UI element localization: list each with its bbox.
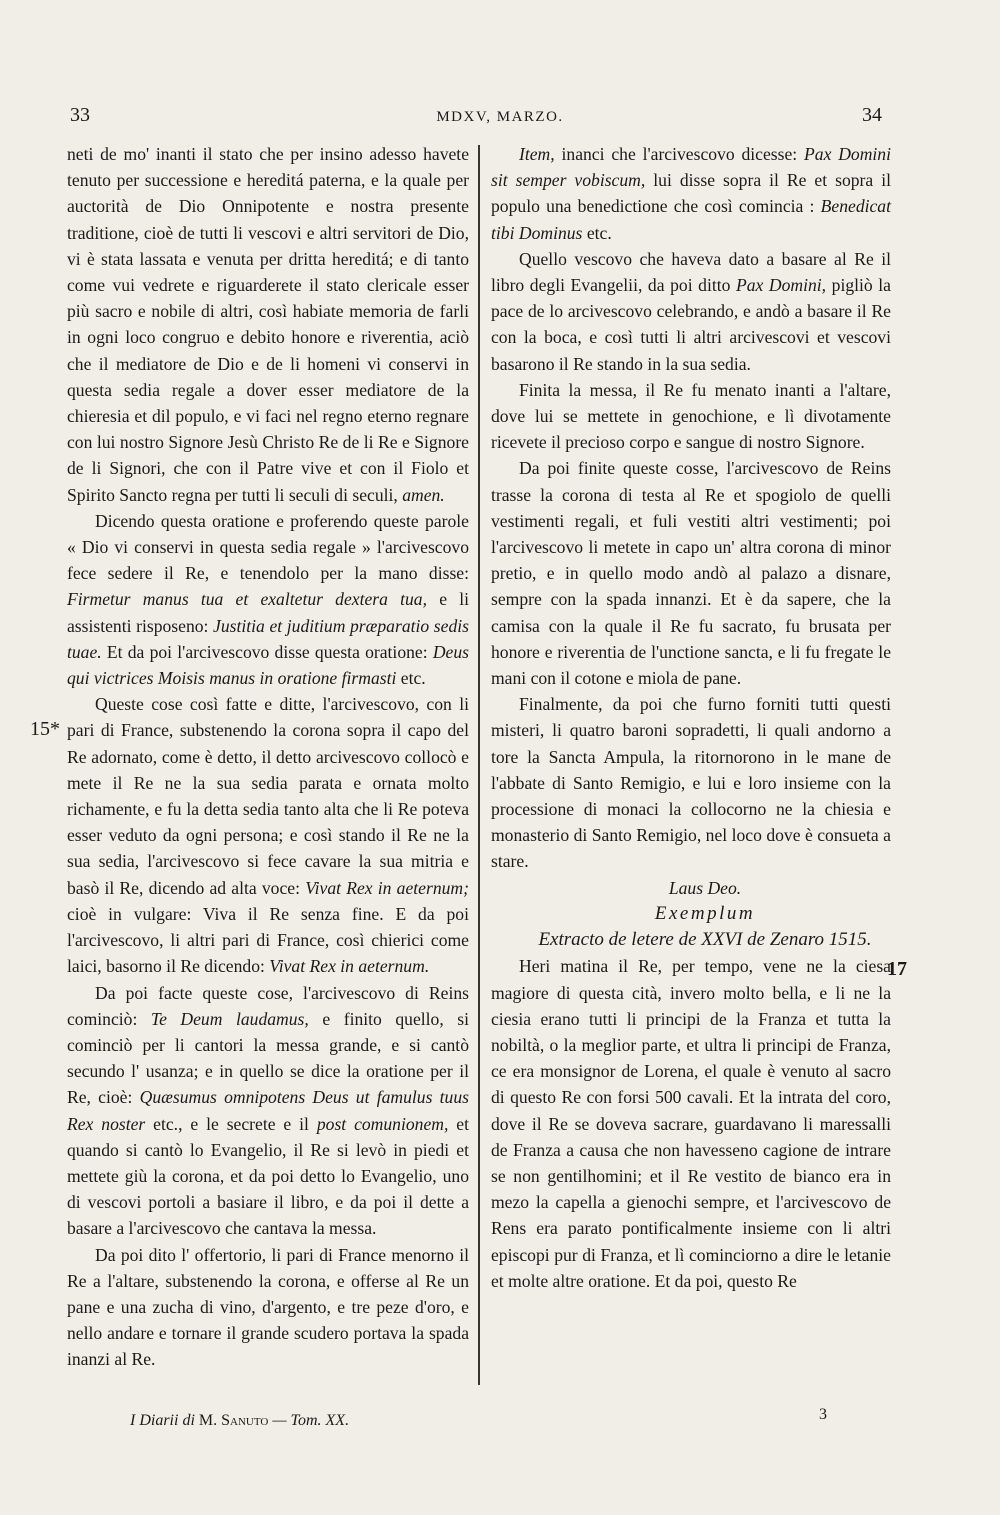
left-column: [67, 141, 469, 1373]
margin-number-right: 17: [887, 958, 907, 980]
page-number-left: 33: [70, 104, 90, 126]
paragraph: Da poi facte queste cose, l'arcivescovo di Reins cominciò: Te Deum laudamus, e finito quello, si cominciò per li cantori la messa grande, e si cantò secundo l' usanza; e in quello se dice la oratione per il Re, cioè: Quæsumus omnipotens Deus ut famulus tuus Rex noster etc., e le secrete e il post comunionem, et quando si cantò lo Evangelio, il Re si levò in piedi et mettete giù la corona, et da poi detto lo Evangelio, uno di vescovi portoli a basiare il libro, e da poi il dette a basare a l'arcivescovo che cantava la messa.: [67, 982, 470, 1239]
paragraph: Queste cose così fatte e ditte, l'arcivescovo, con li pari di France, substenendo la corona sopra il capo del Re adornato, come è detto, il detto arcivescovo collocò e mete il Re ne la sua sedia parata e ornata molto richamente, e fu la detta sedia tanto alta che li Re poteva esser veduto da ogni persona; e così stando il Re ne la sua sedia, l'arcivescovo si fece cavare la sua mitria e basò il Re, dicendo ad alta voce: Vivat Rex in aeternum; cioè in vulgare: Viva il Re senza fine. E da poi l'arcivescovo, li altri pari di France, così chierici come laici, basorno il Re dicendo: Vivat Rex in aeternum.: [67, 694, 469, 977]
signature-mark: 3: [819, 1406, 827, 1423]
column-divider: [478, 145, 480, 1385]
paragraph: Item, inanci che l'arcivescovo dicesse: Pax Domini sit semper vobiscum, lui disse sopra il Re et sopra il populo una benedictione che così comincia : Benedicat tibi Dominus etc.: [491, 144, 891, 243]
paragraph: Da poi finite queste cosse, l'arcivescovo de Reins trasse la corona di testa al Re et spogiolo de quelli vestimenti regali, et fuli vestiti altri vestimenti; poi l'arcivescovo li metete in capo un' altra corona di minor pretio, e in quello modo andò al palazo a disnare, sempre con la spada innanzi. Et è da sapere, che la camisa con la quale il Re fu sacrato, fu brusata per honore e riverentia de l'unctione sancta, e li fu fregate le mani con il cotone e miola de pane.: [491, 458, 891, 689]
paragraph: Quello vescovo che haveva dato a basare al Re il libro degli Evangelii, da poi ditto Pax Domini, pigliò la pace de lo arcivescovo celebrando, e andò a basare il Re con la boca, e così tutti li altri arcivescovi et vescovi basarono il Re stando in la sua sedia.: [491, 248, 891, 374]
running-header: MDXV, MARZO.: [436, 109, 564, 125]
paragraph: Dicendo questa oratione e proferendo queste parole « Dio vi conservi in questa sedia regale » l'arcivescovo fece sedere il Re, e tenendolo per la mano disse: Firmetur manus tua et exaltetur dextera tua, e li assistenti risposeno: Justitia et juditium præparatio sedis tuae. Et da poi l'arcivescovo disse questa oratione: Deus qui victrices Moisis manus in oratione firmasti etc.: [67, 510, 470, 689]
paragraph: Heri matina il Re, per tempo, vene ne la ciesa magiore di questa cità, invero molto bella, e li ne la ciesia erano tutti li principi de la Franza et tutta la nobiltà, o la meglior parte, et ultra li principi de Franza, ce era monsignor de Lorena, el quale è venuto al sacro di questo Re con forsi 500 cavali. Et la intrata del coro, dove il Re se doveva sacrare, guardavano li maressalli de Franza a causa che non havesseno cagione de intrare se non gentilhomini; et il Re vestito de bianco era in mezo la capella a gienochi sempre, et l'arcivescovo de Rens era parato pontificalmente insieme con li altri episcopi pur di Franza, et lì cominciorno a dire le letanie et molte altre oratione. Et da poi, questo Re: [491, 956, 891, 1291]
laus-deo: Laus Deo.: [668, 877, 742, 898]
paragraph: Finalmente, da poi che furno forniti tutti questi misteri, li quatro baroni sopradetti, li quali andorno a tore la Sancta Ampula, la ritornorono in le mane de l'abbate di Santo Remigio, e lui e loro insieme con la processione di monaci la collocorno ne la chiesia e monasterio di Santo Remigio, nel loco dove è consueta a stare.: [491, 694, 891, 872]
paragraph: Finita la messa, il Re fu menato inanti a l'altare, dove lui se mettete in genochione, e lì divotamente ricevete il precioso corpo e sangue di nostro Signore.: [491, 379, 891, 453]
right-column: [491, 141, 891, 1294]
section-heading: Exemplum: [654, 902, 756, 924]
paragraph: neti de mo' inanti il stato che per insino adesso havete tenuto per successione e hereditá paterna, e la quale per auctorità de Dio Onnipotente e nostra presente traditione, cioè de tutti li vescovi e altri servitori de Dio, vi è stata lassata e venuta per dritta hereditá; e di tanto come vui vedrete e riguarderete il stato clericale esser più sacro e nobile di altri, così habiate memoria de farli in ogni loco congruo e debito honore e riverentia, aciò che il mediatore de Dio e de li homeni vi conservi in questa sedia regale a dover esser mediatore de la chieresia et dil populo, e vi faci nel regno eterno regnare con lui nostro Signore Jesù Christo Re de li Re e Signore de li Signori, che con il Patre vive et con il Fiolo et Spirito Sancto regna per tutti li seculi di seculi, amen.: [67, 144, 469, 505]
letter-heading: Extracto de letere de XXVI de Zenaro 1515.: [538, 929, 872, 951]
paragraph: Da poi dito l' offertorio, li pari di France menorno il Re a l'altare, substenendo la corona, e offerse al Re un pane e una zucha di vino, d'argento, e tre peze d'oro, e nello andare e tornare il grande scudero portava la spada inanzi al Re.: [67, 1244, 469, 1370]
margin-number-left: 15*: [30, 718, 60, 740]
footer-citation: I Diarii di M. Sanuto — Tom. XX.: [130, 1412, 350, 1429]
page-number-right: 34: [862, 104, 882, 126]
